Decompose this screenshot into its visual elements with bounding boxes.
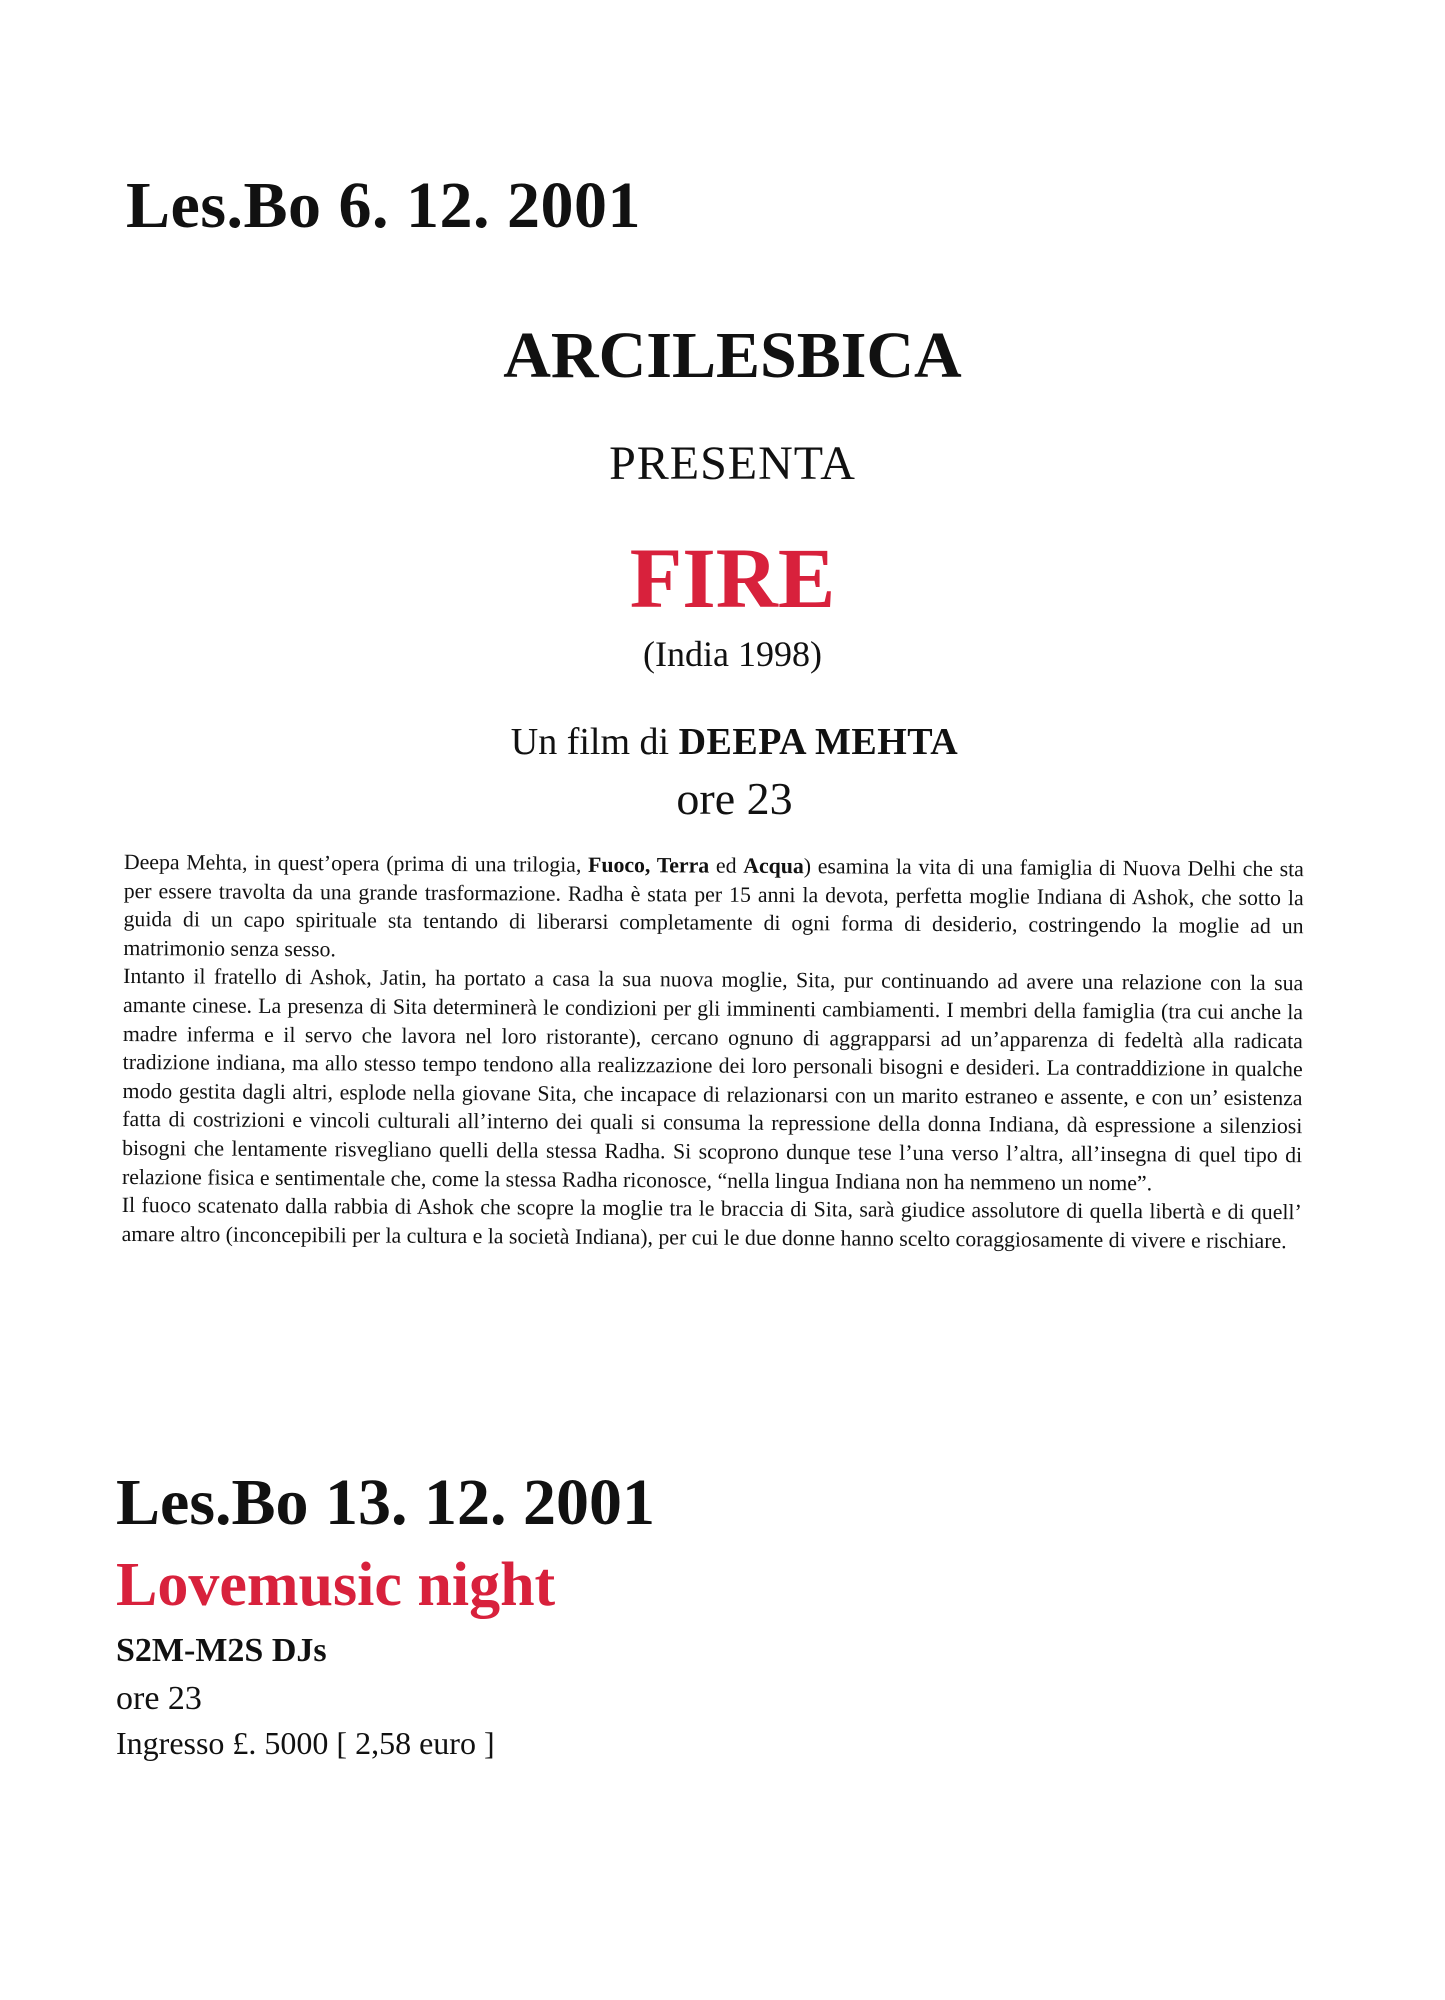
synopsis-text: ) esamina la vita di una famiglia di Nuova Delhi che sta per essere travolta da una grande trasformazione. Radha è stata per 15 anni la devota, perfetta moglie Indiana di Ashok, che sotto la guida di un capo spirituale sta tentando di liberarsi completamente di ogni forma di desiderio, costringendo la moglie ad un matrimonio senza sesso. (123, 854, 1304, 962)
event2-time: ore 23 (116, 1680, 202, 1717)
director-name: DEEPA MEHTA (678, 721, 959, 763)
organizer-name: ARCILESBICA (503, 319, 962, 392)
synopsis-bold-title: Acqua (743, 853, 804, 879)
event2-date-heading: Les.Bo 13. 12. 2001 (116, 1466, 656, 1539)
event2-title: Lovemusic night (116, 1551, 556, 1619)
director-prefix: Un film di (510, 721, 679, 763)
event2-djs: S2M-M2S DJs (116, 1632, 327, 1669)
event1-date-heading: Les.Bo 6. 12. 2001 (126, 169, 642, 242)
synopsis-text: ed (709, 853, 744, 878)
synopsis-paragraph-3: Il fuoco scatenato dalla rabbia di Ashok che scopre la moglie tra le braccia di Sita, sarà giudice assolutore di quella libertà e di quell’ amare altro (inconcepibili per la cultura e la società Indiana), per cui le due donne hanno scelto coraggiosamente di vivere e rischiare. (121, 1193, 1302, 1253)
synopsis-bold-title: Fuoco, Terra (587, 852, 710, 878)
film-time: ore 23 (676, 773, 793, 824)
film-origin-year: (India 1998) (643, 634, 822, 674)
film-synopsis (122, 848, 1304, 1256)
presents-label: PRESENTA (609, 437, 856, 490)
synopsis-text: Deepa Mehta, in quest’opera (prima di una trilogia, (123, 849, 589, 877)
film-director-line (12, 720, 1445, 764)
synopsis-paragraph-2: Intanto il fratello di Ashok, Jatin, ha portato a casa la sua nuova moglie, Sita, pur continuando ad avere una relazione con la sua amante cinese. La presenza di Sita determinerà le condizioni per gli imminenti cambiamenti. I membri della famiglia (tra cui anche la madre inferma e il servo che lavora nel loro ristorante), cercano ognuno di aggrapparsi ad un’apparenza di fedeltà alla radicata tradizione indiana, ma allo stesso tempo tendono alla realizzazione dei loro personali bisogni e desideri. La contraddizione in qualche modo gestita dagli altri, esplode nella giovane Sita, che incapace di relazionarsi con un marito estraneo e assente, e con un’ esistenza fatta di costrizioni e vincoli culturali all’interno dei quali si consuma la repressione della donna Indiana, dà espressione a silenziosi bisogni che lentamente risvegliano quelli della stessa Radha. Si scoprono dunque tese l’una verso l’altra, all’insegna di quel tipo di relazione fisica e sentimentale che, come la stessa Radha riconosce, “nella lingua Indiana non ha nemmeno un nome”. (121, 964, 1304, 1195)
event2-price: Ingresso £. 5000 [ 2,58 euro ] (116, 1725, 495, 1761)
film-title: FIRE (629, 530, 836, 626)
synopsis-paragraph-1 (123, 848, 1304, 970)
